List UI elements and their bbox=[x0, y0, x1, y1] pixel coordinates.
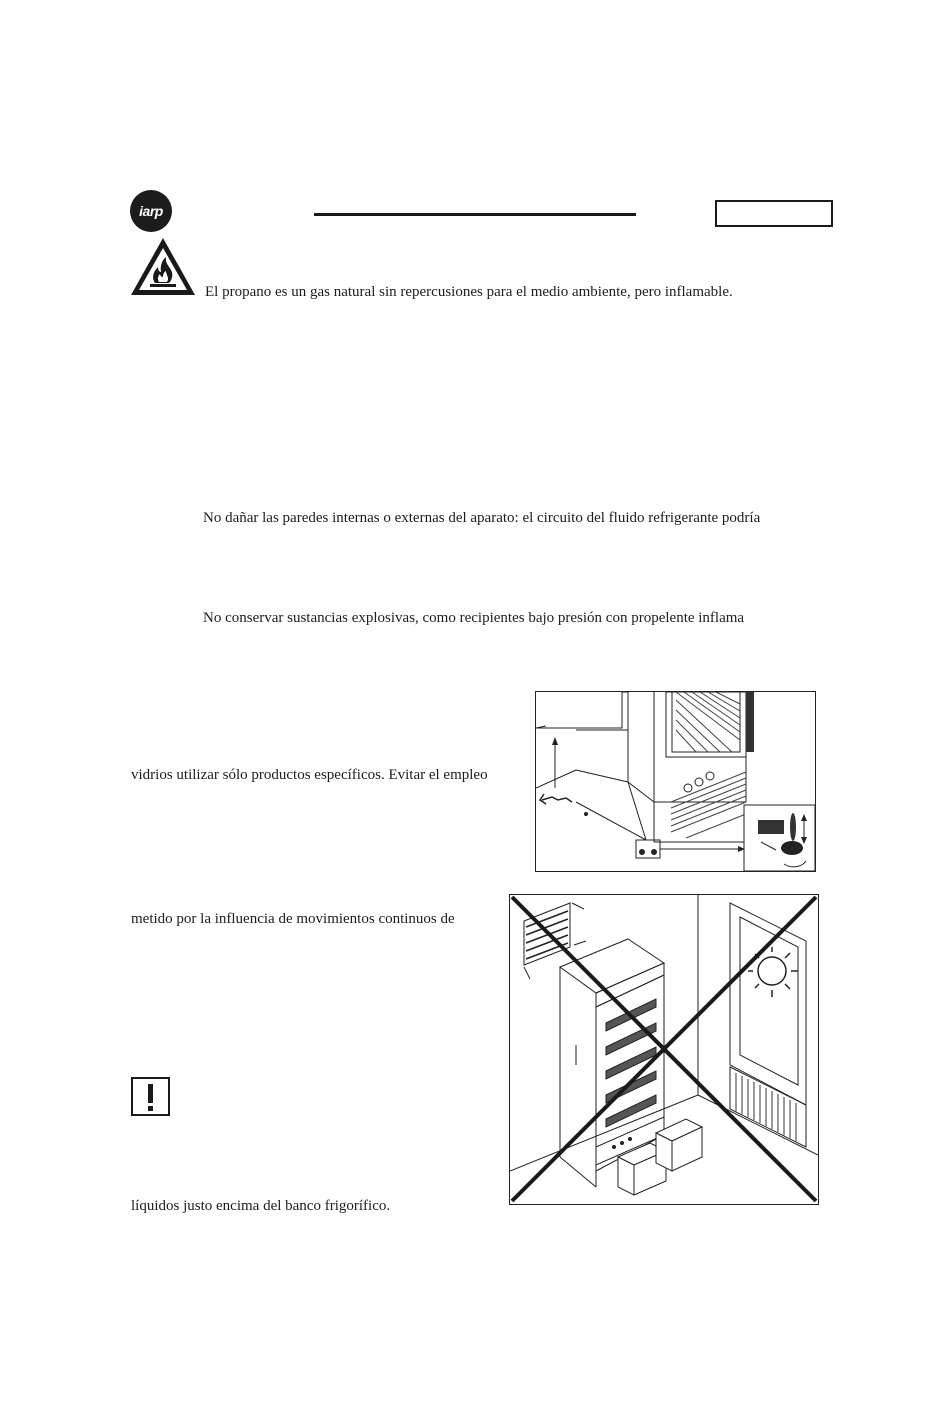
leveling-feet-illustration bbox=[535, 691, 816, 872]
paragraph-movements: metido por la influencia de movimientos continuos de bbox=[131, 911, 455, 927]
paragraph-glass-cleaning: vidrios utilizar sólo productos específicos. Evitar el empleo bbox=[131, 767, 488, 783]
flammable-warning-icon bbox=[129, 236, 197, 298]
iarp-logo bbox=[130, 190, 172, 232]
paragraph-propane: El propano es un gas natural sin repercusiones para el medio ambiente, pero inflamable. bbox=[205, 284, 733, 300]
header-box bbox=[715, 200, 833, 227]
logo-text: iarp bbox=[139, 203, 163, 219]
paragraph-liquids: líquidos justo encima del banco frigorífico. bbox=[131, 1198, 391, 1214]
caution-icon bbox=[131, 1077, 170, 1116]
header-rule bbox=[314, 213, 636, 216]
paragraph-walls: No dañar las paredes internas o externas del aparato: el circuito del fluido refrigerante podría bbox=[203, 510, 761, 526]
forbidden-placement-illustration bbox=[509, 894, 819, 1205]
paragraph-explosives: No conservar sustancias explosivas, como recipientes bajo presión con propelente inflama bbox=[203, 610, 745, 626]
